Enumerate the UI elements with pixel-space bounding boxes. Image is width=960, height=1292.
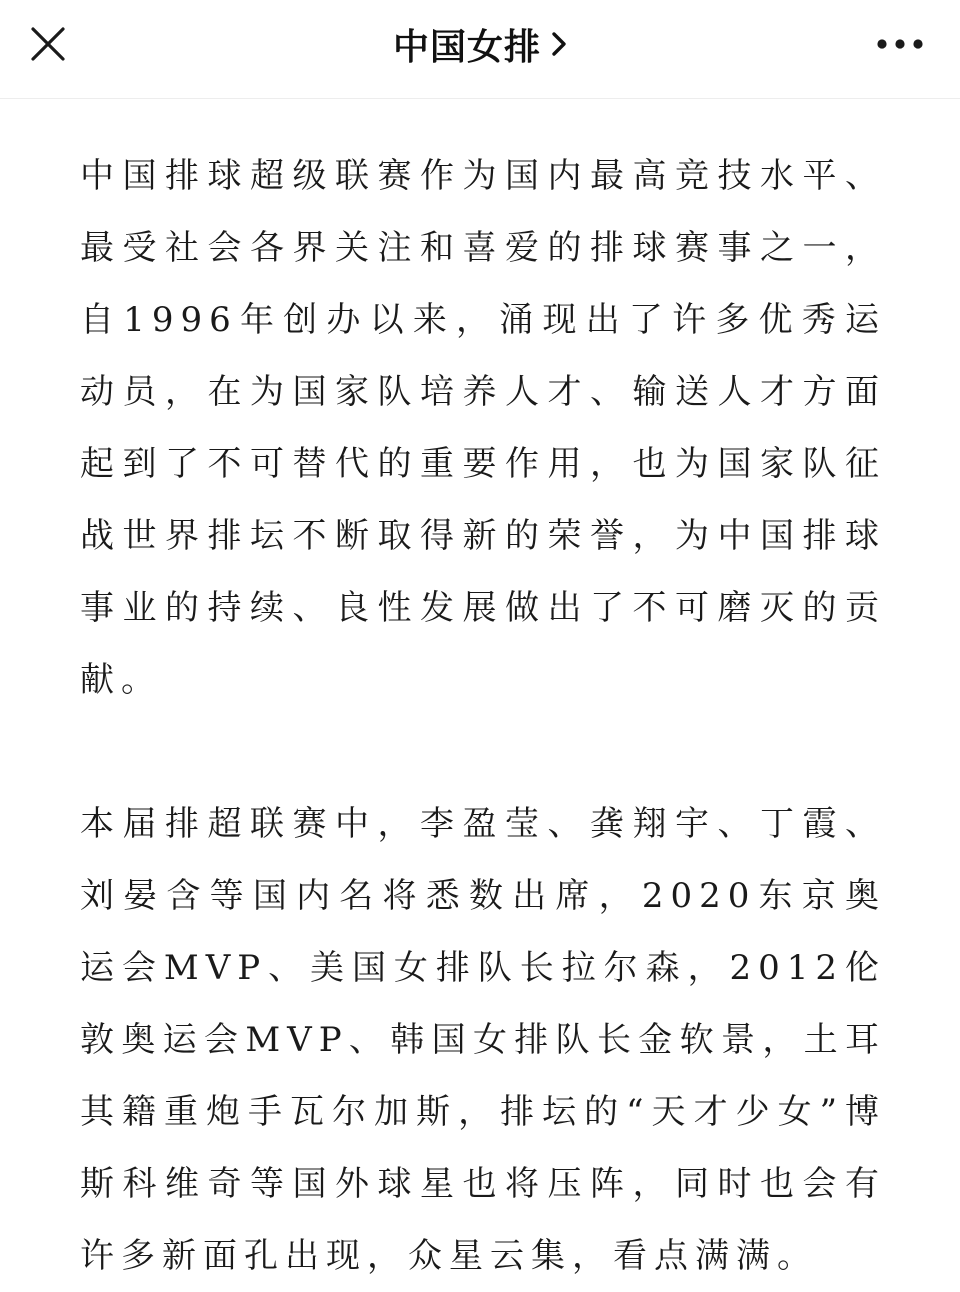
account-title-link[interactable] xyxy=(0,18,960,70)
article-body xyxy=(80,140,886,1292)
page-title: 中国女排 xyxy=(392,26,541,68)
nav-bar xyxy=(0,0,960,99)
more-horizontal-icon xyxy=(876,38,924,50)
chevron-right-icon xyxy=(551,31,567,57)
more-options-button[interactable] xyxy=(868,18,932,70)
article-paragraph-1: 中国排球超级联赛作为国内最高竞技水平、最受社会各界关注和喜爱的排球赛事之一，自1996年创办以来，涌现出了许多优秀运动员，在为国家队培养人才、输送人才方面起到了不可替代的重要作用，也为国家队征战世界排坛不断取得新的荣誉，为中国排球事业的持续、良性发展做出了不可磨灭的贡献。 xyxy=(80,156,886,700)
article-paragraph-2: 本届排超联赛中，李盈莹、龚翔宇、丁霞、刘晏含等国内名将悉数出席，2020东京奥运会MVP、美国女排队长拉尔森，2012伦敦奥运会MVP、韩国女排队长金软景，土耳其籍重炮手瓦尔加斯，排坛的“天才少女”博斯科维奇等国外球星也将压阵，同时也会有许多新面孔出现，众星云集，看点满满。 xyxy=(80,804,886,1276)
